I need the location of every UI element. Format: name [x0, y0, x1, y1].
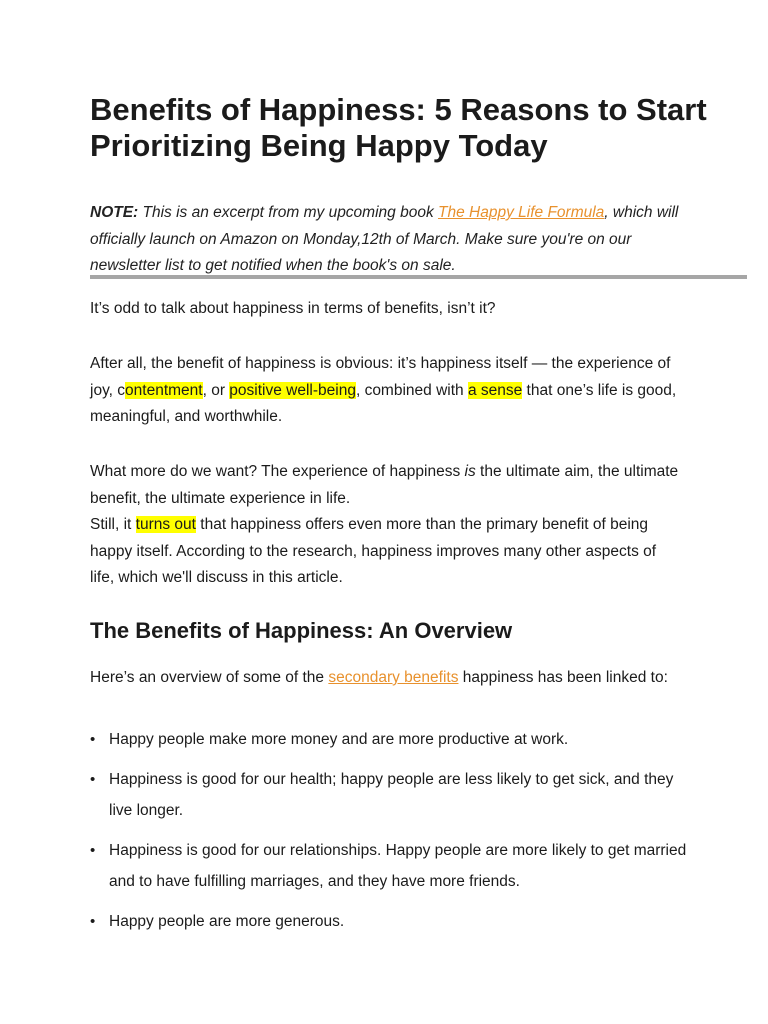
intro-paragraph: It’s odd to talk about happiness in terms of benefits, isn’t it? — [90, 300, 496, 317]
note-text-before-link: This is an excerpt from my upcoming book — [138, 204, 439, 221]
overview-text-1: Here’s an overview of some of the — [90, 669, 329, 686]
bullet-marker: • — [90, 731, 96, 748]
note-label: NOTE: — [90, 204, 139, 221]
section-heading-overview: The Benefits of Happiness: An Overview — [90, 618, 513, 643]
p3-italic-is: is — [464, 463, 476, 480]
highlight-a-sense: a sense — [467, 381, 523, 399]
list-item — [90, 724, 690, 755]
overview-paragraph — [90, 665, 680, 692]
p3-text-2: the ultimate aim, the ultimate benefit, the ultimate experience in life. — [90, 463, 679, 507]
article-title: Benefits of Happiness: 5 Reasons to Start Prioritizing Being Happy Today — [90, 92, 707, 163]
p2-text-2: , or — [202, 381, 230, 399]
overview-text-2: happiness has been linked to: — [458, 669, 668, 686]
list-item-text: Happy people make more money and are more productive at work. — [109, 731, 569, 748]
book-link[interactable]: The Happy Life Formula — [438, 204, 605, 221]
bullet-marker: • — [90, 842, 96, 859]
p3-text-1: What more do we want? The experience of happiness — [90, 463, 465, 480]
p2-text-3: , combined with — [355, 381, 468, 399]
highlight-turns-out: turns out — [135, 516, 196, 533]
horizontal-divider — [90, 275, 747, 279]
paragraph-obvious-benefit — [90, 351, 680, 431]
p2-text-4: that one’s life is good, meaningful, and worthwhile. — [90, 381, 677, 425]
benefits-list — [90, 724, 690, 937]
editor-note — [90, 200, 690, 280]
p4-text-1: Still, it — [90, 516, 136, 533]
p4-text-2: that happiness offers even more than the primary benefit of being happy itself. According to the research, happiness improves many other aspects of life, which we'll discuss in this article. — [90, 516, 657, 586]
paragraph-ultimate-aim — [90, 459, 680, 512]
list-item-text: Happiness is good for our relationships. Happy people are more likely to get married and to have fulfilling marriages, and they have more friends. — [109, 842, 687, 890]
bullet-marker: • — [90, 913, 96, 930]
paragraph-turns-out — [90, 512, 680, 592]
p2-text-1: After all, the benefit of happiness is obvious: it’s happiness itself — the experience of joy, c — [90, 355, 671, 399]
list-item-text: Happiness is good for our health; happy people are less likely to get sick, and they live longer. — [109, 771, 674, 819]
highlight-contentment: ontentment — [125, 381, 203, 399]
list-item-text: Happy people are more generous. — [109, 913, 345, 930]
list-item — [90, 764, 690, 826]
note-text-after-link: , which will officially launch on Amazon on Monday,12th of March. Make sure you're on our newsletter list to get notified when the book's on sale. — [90, 204, 679, 274]
bullet-marker: • — [90, 771, 96, 788]
secondary-benefits-link[interactable]: secondary benefits — [328, 669, 459, 686]
list-item — [90, 835, 690, 897]
list-item — [90, 906, 690, 937]
highlight-positive-well-being: positive well-being — [229, 381, 356, 399]
